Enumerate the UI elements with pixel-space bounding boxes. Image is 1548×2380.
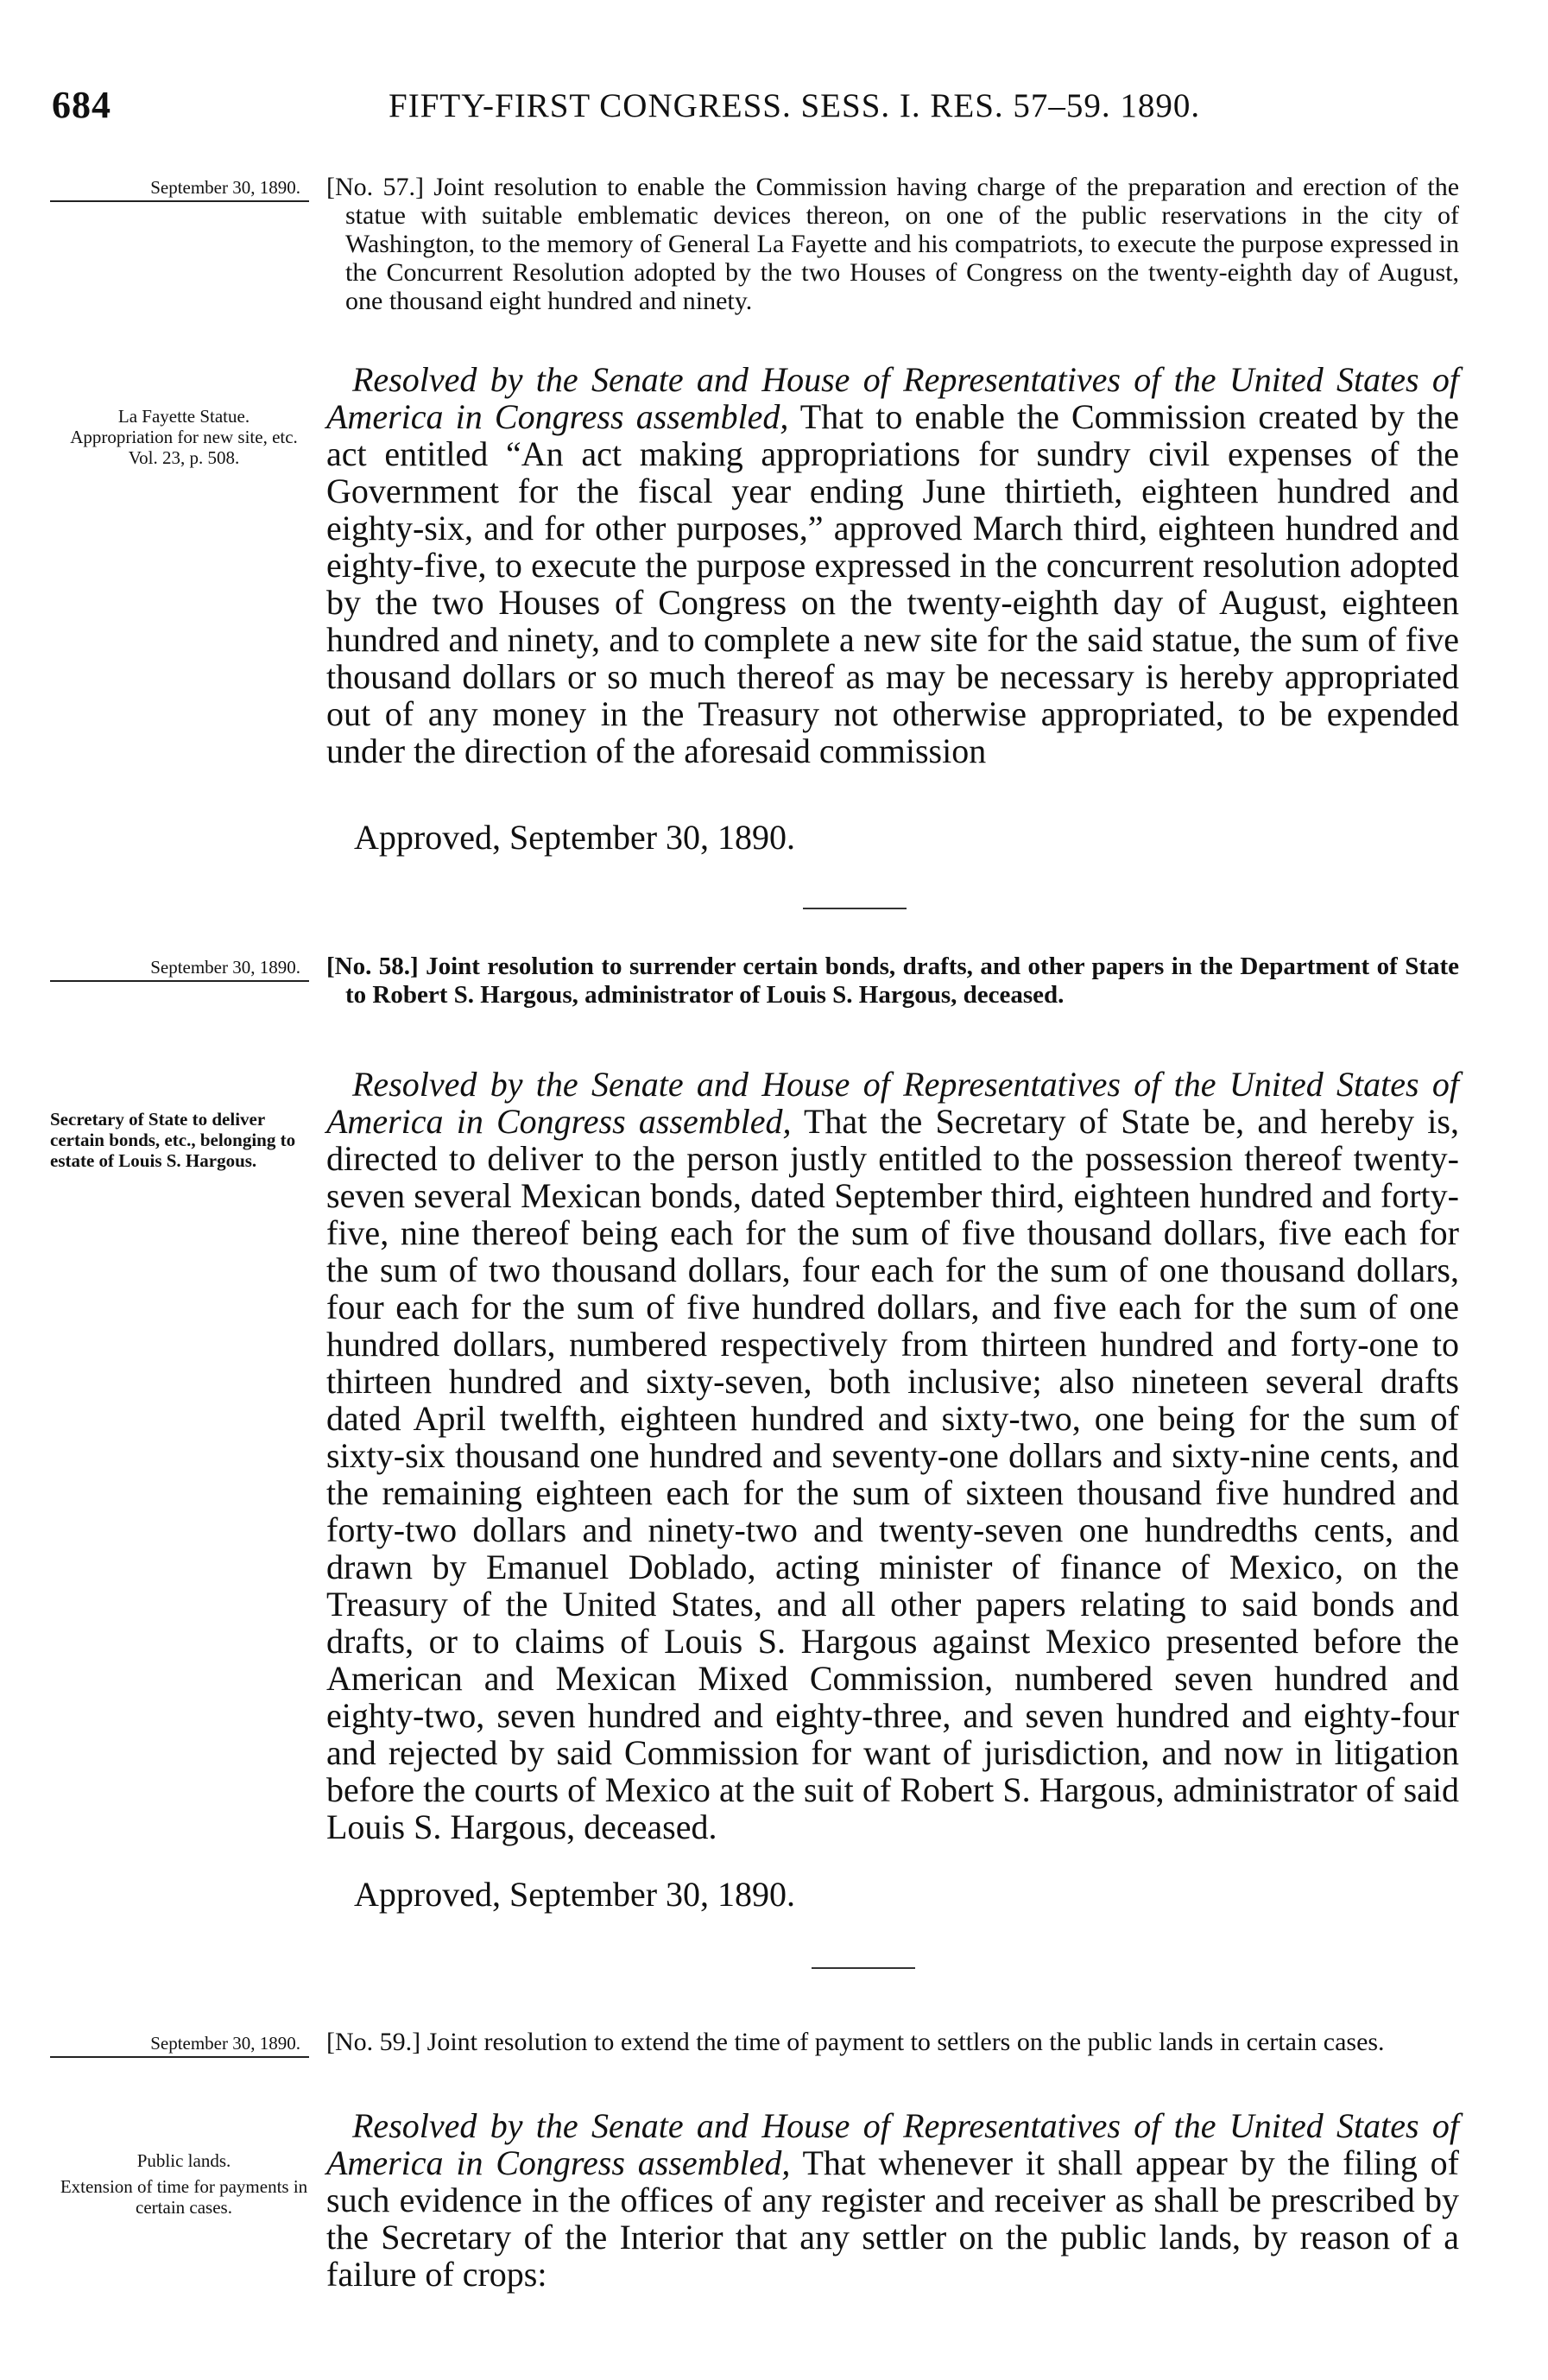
margin-note: Vol. 23, p. 508. [128,447,240,468]
resolution-58-margin-notes [50,1109,318,1171]
resolution-title: Joint resolution to enable the Commission having charge of the preparation and erection of the statue with suitable emblematic devices thereon, on one of the public reservations in the city of Washington, to the memory of General La Fayette and his compatriots, to execute the purpose expressed in the Concurrent Resolution adopted by the two Houses of Congress on the twenty-eighth day of August, one thousand eight hundred and ninety. [345,173,1460,315]
margin-note: Appropriation for new site, etc. [70,427,298,447]
margin-note: Public lands. [136,2150,231,2171]
resolution-58-heading [326,953,1459,1010]
resolution-text: That to enable the Commission created by the act entitled “An act making appropriations for sundry civil expenses of the Government for the fiscal year ending June thirtieth, eighteen hundred and eighty-six, and for other purposes,” approved March third, eighteen hundred and eighty-five, to execute the purpose expressed in the concurrent resolution adopted by the two Houses of Congress on the twenty-eighth day of August, eighteen hundred and ninety, and to complete a new site for the said statue, the sum of five thousand dollars or so much thereof as may be necessary is hereby appropriated out of any money in the Treasury not otherwise appropriated, to be expended under the direction of the aforesaid commission [326,397,1459,770]
resolution-number: [No. 58.] [326,953,419,980]
page-number: 684 [52,84,111,126]
date-rule [50,2056,309,2058]
resolution-58-approved: Approved, September 30, 1890. [354,1875,796,1914]
enacting-clause: Resolved by the Senate and House of Representatives of the United States of America in Congress assembled, [326,1065,1459,1141]
resolution-58-date: September 30, 1890. [150,957,300,978]
margin-note: Extension of time for payments in certain cases. [60,2176,308,2218]
section-divider [803,908,907,909]
resolution-57-date: September 30, 1890. [150,177,300,198]
resolution-57-body [326,361,1459,769]
resolution-text: That whenever it shall appear by the filing of such evidence in the offices of any register and receiver as shall be prescribed by the Secretary of the Interior that any settler on the public lands, by reason of a failure of crops: [326,2143,1459,2294]
enacting-clause: Resolved by the Senate and House of Representatives of the United States of America in Congress assembled, [326,360,1459,436]
resolution-57-margin-notes [50,406,318,468]
resolution-58-body [326,1066,1459,1845]
resolution-57-approved: Approved, September 30, 1890. [354,818,796,857]
resolution-number: [No. 59.] [326,2028,421,2056]
enacting-clause: Resolved by the Senate and House of Representatives of the United States of America in Congress assembled, [326,2106,1459,2182]
resolution-title: Joint resolution to extend the time of payment to settlers on the public lands in certain cases. [426,2028,1385,2056]
resolution-59-body [326,2107,1459,2293]
margin-note: La Fayette Statue. [117,406,250,427]
resolution-57-heading [326,173,1459,315]
resolution-text: That the Secretary of State be, and hereby is, directed to deliver to the person justly entitled to the possession thereof twenty-seven several Mexican bonds, dated September third, eighteen hundred and forty-five, nine thereof being each for the sum of five thousand dollars, five each for the sum of two thousand dollars, four each for the sum of one thousand dollars, four each for the sum of five hundred dollars, and five each for the sum of one hundred dollars, numbered respectively from thirteen hundred and forty-one to thirteen hundred and sixty-seven, both inclusive; also nineteen several drafts dated April twelfth, eighteen hundred and sixty-two, one being for the sum of sixty-six thousand one hundred and seventy-one dollars and sixty-nine cents, and the remaining eighteen each for the sum of sixteen thousand five hundred and forty-two dollars and ninety-two and twenty-seven one hundredths cents, and drawn by Emanuel Doblado, acting minister of finance of Mexico, on the Treasury of the United States, and all other papers relating to said bonds and drafts, or to claims of Louis S. Hargous against Mexico presented before the American and Mexican Mixed Commission, numbered seven hundred and eighty-two, seven hundred and eighty-three, and seven hundred and eighty-four and rejected by said Commission for want of jurisdiction, and now in litigation before the courts of Mexico at the suit of Robert S. Hargous, administrator of said Louis S. Hargous, deceased. [326,1102,1459,1846]
page-header [52,83,1468,135]
resolution-title: Joint resolution to surrender certain bonds, drafts, and other papers in the Department of State to Robert S. Hargous, administrator of Louis S. Hargous, deceased. [345,953,1460,1009]
date-rule [50,980,309,982]
date-rule [50,200,309,202]
resolution-number: [No. 57.] [326,173,424,201]
margin-note: Secretary of State to deliver certain bonds, etc., belonging to estate of Louis S. Hargous. [50,1109,296,1171]
resolution-59-date: September 30, 1890. [150,2033,300,2054]
resolution-59-margin-notes [50,2150,318,2218]
section-divider [812,1967,915,1969]
resolution-59-heading [326,2028,1459,2056]
running-head: FIFTY-FIRST CONGRESS. SESS. I. RES. 57–59. 1890. [389,87,1201,124]
